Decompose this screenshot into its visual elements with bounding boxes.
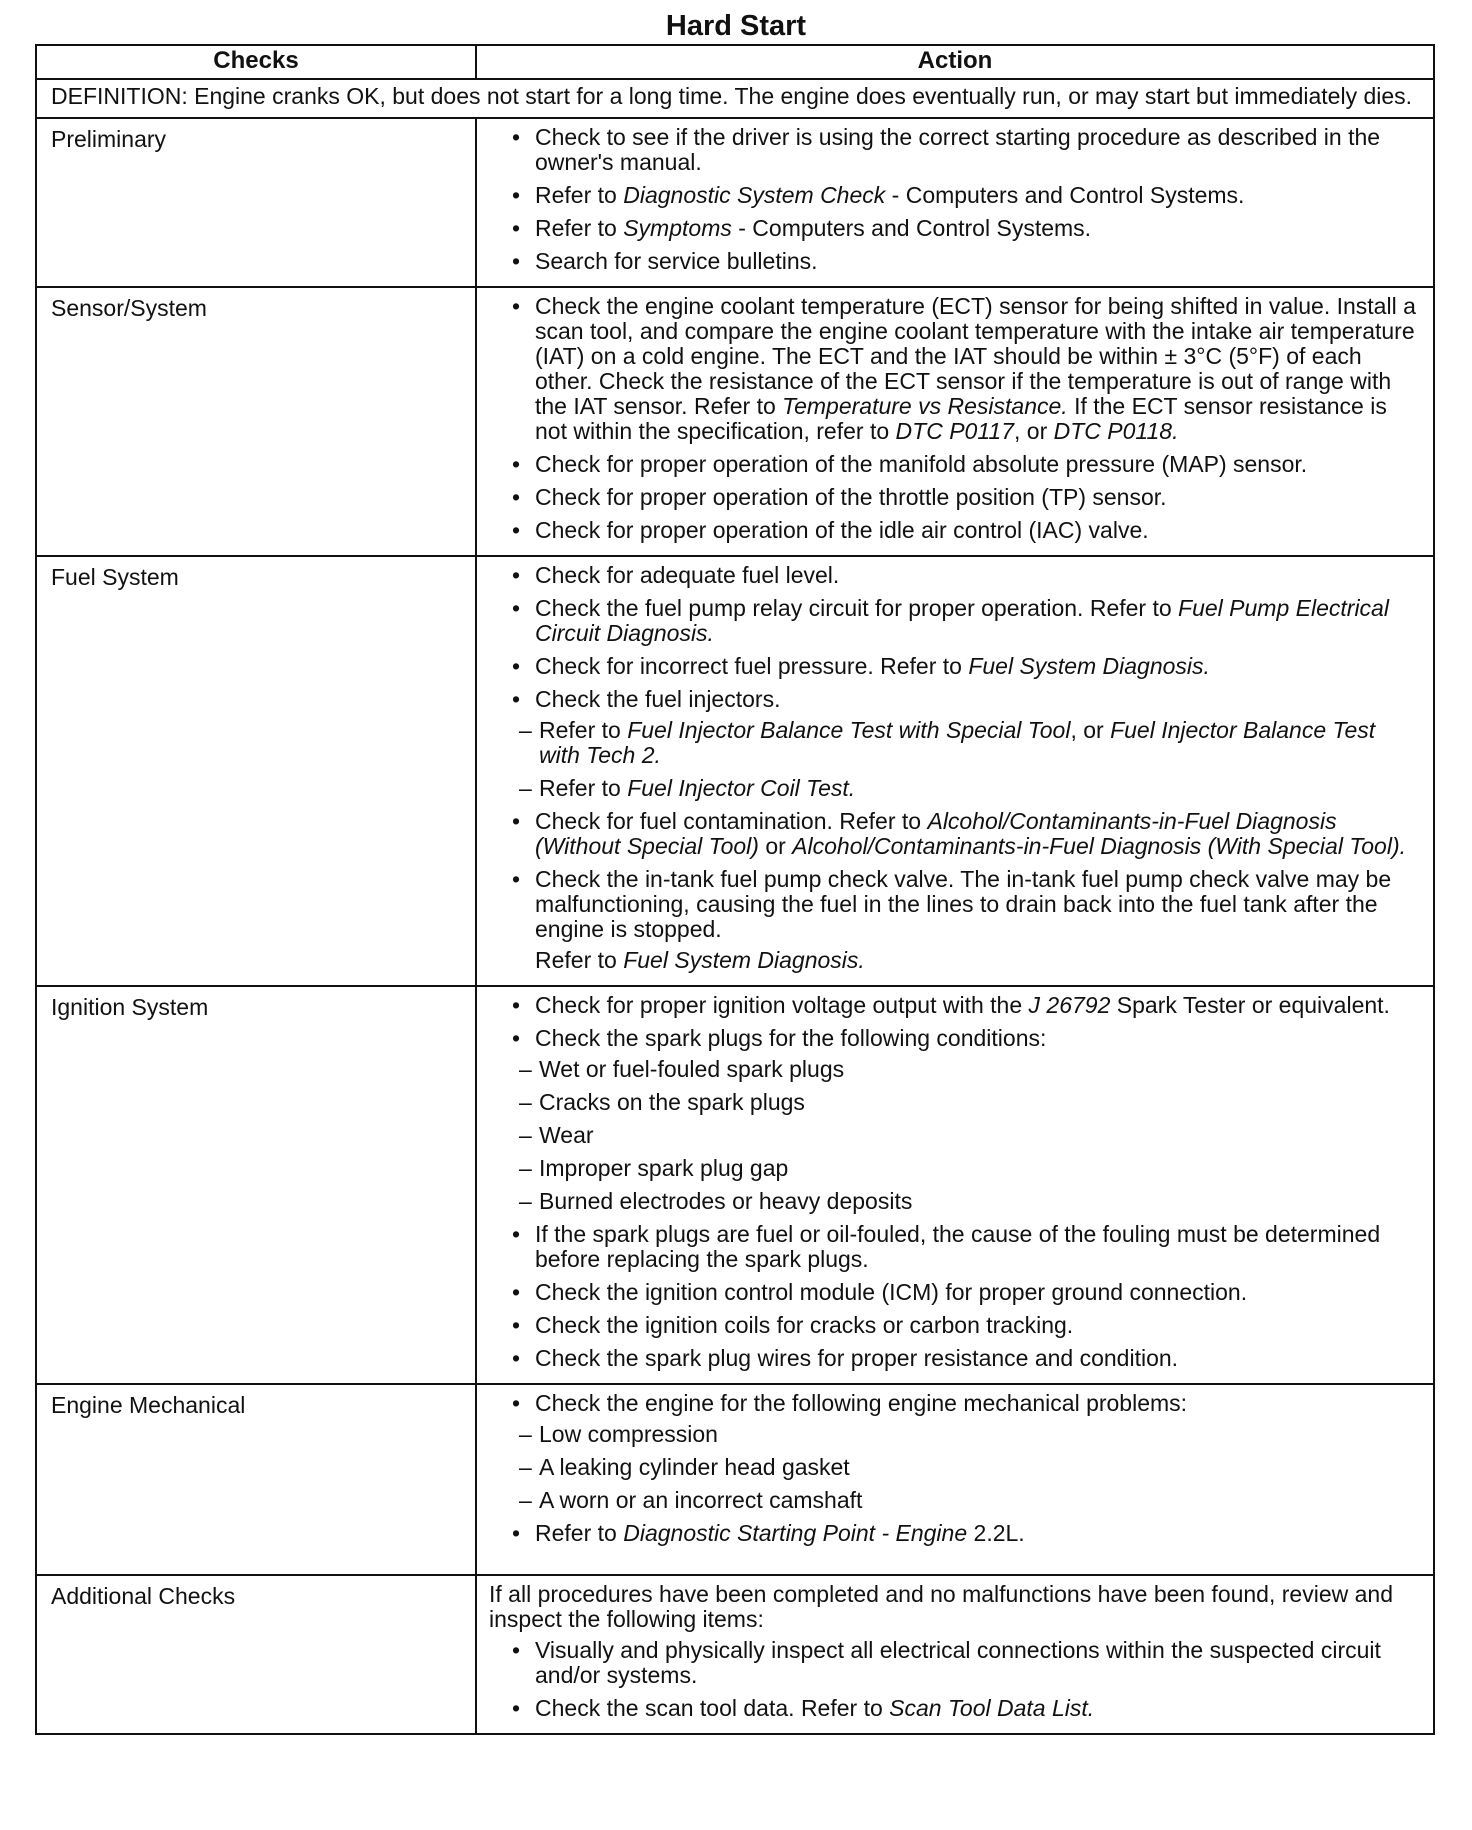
action-item: • Check the spark plug wires for proper resistance and condition. xyxy=(477,1346,1419,1371)
action-item: • Check the fuel injectors. – Refer to Fuel Injector Balance Test with Special Tool, or Fuel Injector Balance Test with Tech 2. – Refer to Fuel Injector Coil Test. xyxy=(477,687,1419,801)
check-label-ignition-system: Ignition System xyxy=(36,986,476,1384)
action-item: • If the spark plugs are fuel or oil-fouled, the cause of the fouling must be determined before replacing the spark plugs. xyxy=(477,1222,1419,1272)
table-row-sensor-system xyxy=(36,287,1434,556)
action-item: • Check the in-tank fuel pump check valve. The in-tank fuel pump check valve may be malfunctioning, causing the fuel in the lines to drain back into the fuel tank after the engine is stopped. Refer to Fuel System Diagnosis. xyxy=(477,867,1419,973)
check-label-additional-checks: Additional Checks xyxy=(36,1575,476,1734)
table-row-fuel-system xyxy=(36,556,1434,986)
check-label-engine-mechanical: Engine Mechanical xyxy=(36,1384,476,1575)
action-item: • Check the scan tool data. Refer to Scan Tool Data List. xyxy=(477,1696,1419,1721)
action-cell-sensor-system xyxy=(476,287,1434,556)
action-item: • Check the ignition coils for cracks or carbon tracking. xyxy=(477,1313,1419,1338)
action-item: • Check for incorrect fuel pressure. Refer to Fuel System Diagnosis. xyxy=(477,654,1419,679)
sub-item: – Refer to Fuel Injector Coil Test. xyxy=(477,776,1419,801)
sub-item: – Cracks on the spark plugs xyxy=(477,1090,1419,1115)
action-cell-fuel-system xyxy=(476,556,1434,986)
hard-start-table xyxy=(35,44,1435,1735)
sub-item: – Low compression xyxy=(477,1422,1419,1447)
table-row-engine-mechanical xyxy=(36,1384,1434,1575)
action-cell-engine-mechanical xyxy=(476,1384,1434,1575)
sub-item: – Wear xyxy=(477,1123,1419,1148)
action-item: • Check the fuel pump relay circuit for proper operation. Refer to Fuel Pump Electrical Circuit Diagnosis. xyxy=(477,596,1419,646)
action-item: • Refer to Symptoms - Computers and Control Systems. xyxy=(477,216,1419,241)
definition-text: DEFINITION: Engine cranks OK, but does not start for a long time. The engine does eventually run, or may start but immediately dies. xyxy=(36,79,1434,118)
check-label-preliminary: Preliminary xyxy=(36,118,476,287)
action-item: • Check for fuel contamination. Refer to Alcohol/Contaminants-in-Fuel Diagnosis (Without Special Tool) or Alcohol/Contaminants-in-Fuel Diagnosis (With Special Tool). xyxy=(477,809,1419,859)
sub-item: – A leaking cylinder head gasket xyxy=(477,1455,1419,1480)
sub-item: – Wet or fuel-fouled spark plugs xyxy=(477,1057,1419,1082)
sub-item: – Improper spark plug gap xyxy=(477,1156,1419,1181)
action-item: • Check for proper operation of the manifold absolute pressure (MAP) sensor. xyxy=(477,452,1419,477)
action-item: • Visually and physically inspect all electrical connections within the suspected circuit and/or systems. xyxy=(477,1638,1419,1688)
header-row xyxy=(36,45,1434,79)
fuel-note: Refer to Fuel System Diagnosis. xyxy=(535,947,865,973)
action-item: • Check the engine for the following engine mechanical problems: – Low compression – A leaking cylinder head gasket – A worn or an incorrect camshaft xyxy=(477,1391,1419,1513)
action-item: • Check the engine coolant temperature (ECT) sensor for being shifted in value. Install a scan tool, and compare the engine coolant temperature with the intake air temperature (IAT) on a cold engine. The ECT and the IAT should be within ± 3°C (5°F) of each other. Check the resistance of the ECT sensor if the temperature is out of range with the IAT sensor. Refer to Temperature vs Resistance. If the ECT sensor resistance is not within the specification, refer to DTC P0117, or DTC P0118. xyxy=(477,294,1419,444)
page-title: Hard Start xyxy=(665,10,807,42)
checks-column-header: Checks xyxy=(36,45,476,79)
action-item: • Search for service bulletins. xyxy=(477,249,1419,274)
action-item: • Check the spark plugs for the following conditions: – Wet or fuel-fouled spark plugs – Cracks on the spark plugs – Wear – Improper spark plug gap – Burned electrodes or heavy deposits xyxy=(477,1026,1419,1214)
table-row-preliminary xyxy=(36,118,1434,287)
action-item: • Check to see if the driver is using the correct starting procedure as described in the owner's manual. xyxy=(477,125,1419,175)
action-column-header: Action xyxy=(476,45,1434,79)
check-label-fuel-system: Fuel System xyxy=(36,556,476,986)
table-row-ignition-system xyxy=(36,986,1434,1384)
action-item: • Check for proper operation of the idle air control (IAC) valve. xyxy=(477,518,1419,543)
sub-item: – Refer to Fuel Injector Balance Test with Special Tool, or Fuel Injector Balance Test with Tech 2. xyxy=(477,718,1419,768)
action-cell-preliminary xyxy=(476,118,1434,287)
definition-row xyxy=(36,79,1434,118)
table-row-additional-checks xyxy=(36,1575,1434,1734)
action-item: • Check for proper operation of the throttle position (TP) sensor. xyxy=(477,485,1419,510)
action-item: • Check for proper ignition voltage output with the J 26792 Spark Tester or equivalent. xyxy=(477,993,1419,1018)
sub-item: – Burned electrodes or heavy deposits xyxy=(477,1189,1419,1214)
action-item: • Check the ignition control module (ICM) for proper ground connection. xyxy=(477,1280,1419,1305)
action-item: • Check for adequate fuel level. xyxy=(477,563,1419,588)
sub-item: – A worn or an incorrect camshaft xyxy=(477,1488,1419,1513)
action-cell-additional-checks xyxy=(476,1575,1434,1734)
check-label-sensor-system: Sensor/System xyxy=(36,287,476,556)
action-cell-ignition-system xyxy=(476,986,1434,1384)
action-item: • Refer to Diagnostic System Check - Computers and Control Systems. xyxy=(477,183,1419,208)
action-item: • Refer to Diagnostic Starting Point - Engine 2.2L. xyxy=(477,1521,1419,1546)
additional-intro: If all procedures have been completed and no malfunctions have been found, review and inspect the following items: xyxy=(489,1581,1393,1632)
